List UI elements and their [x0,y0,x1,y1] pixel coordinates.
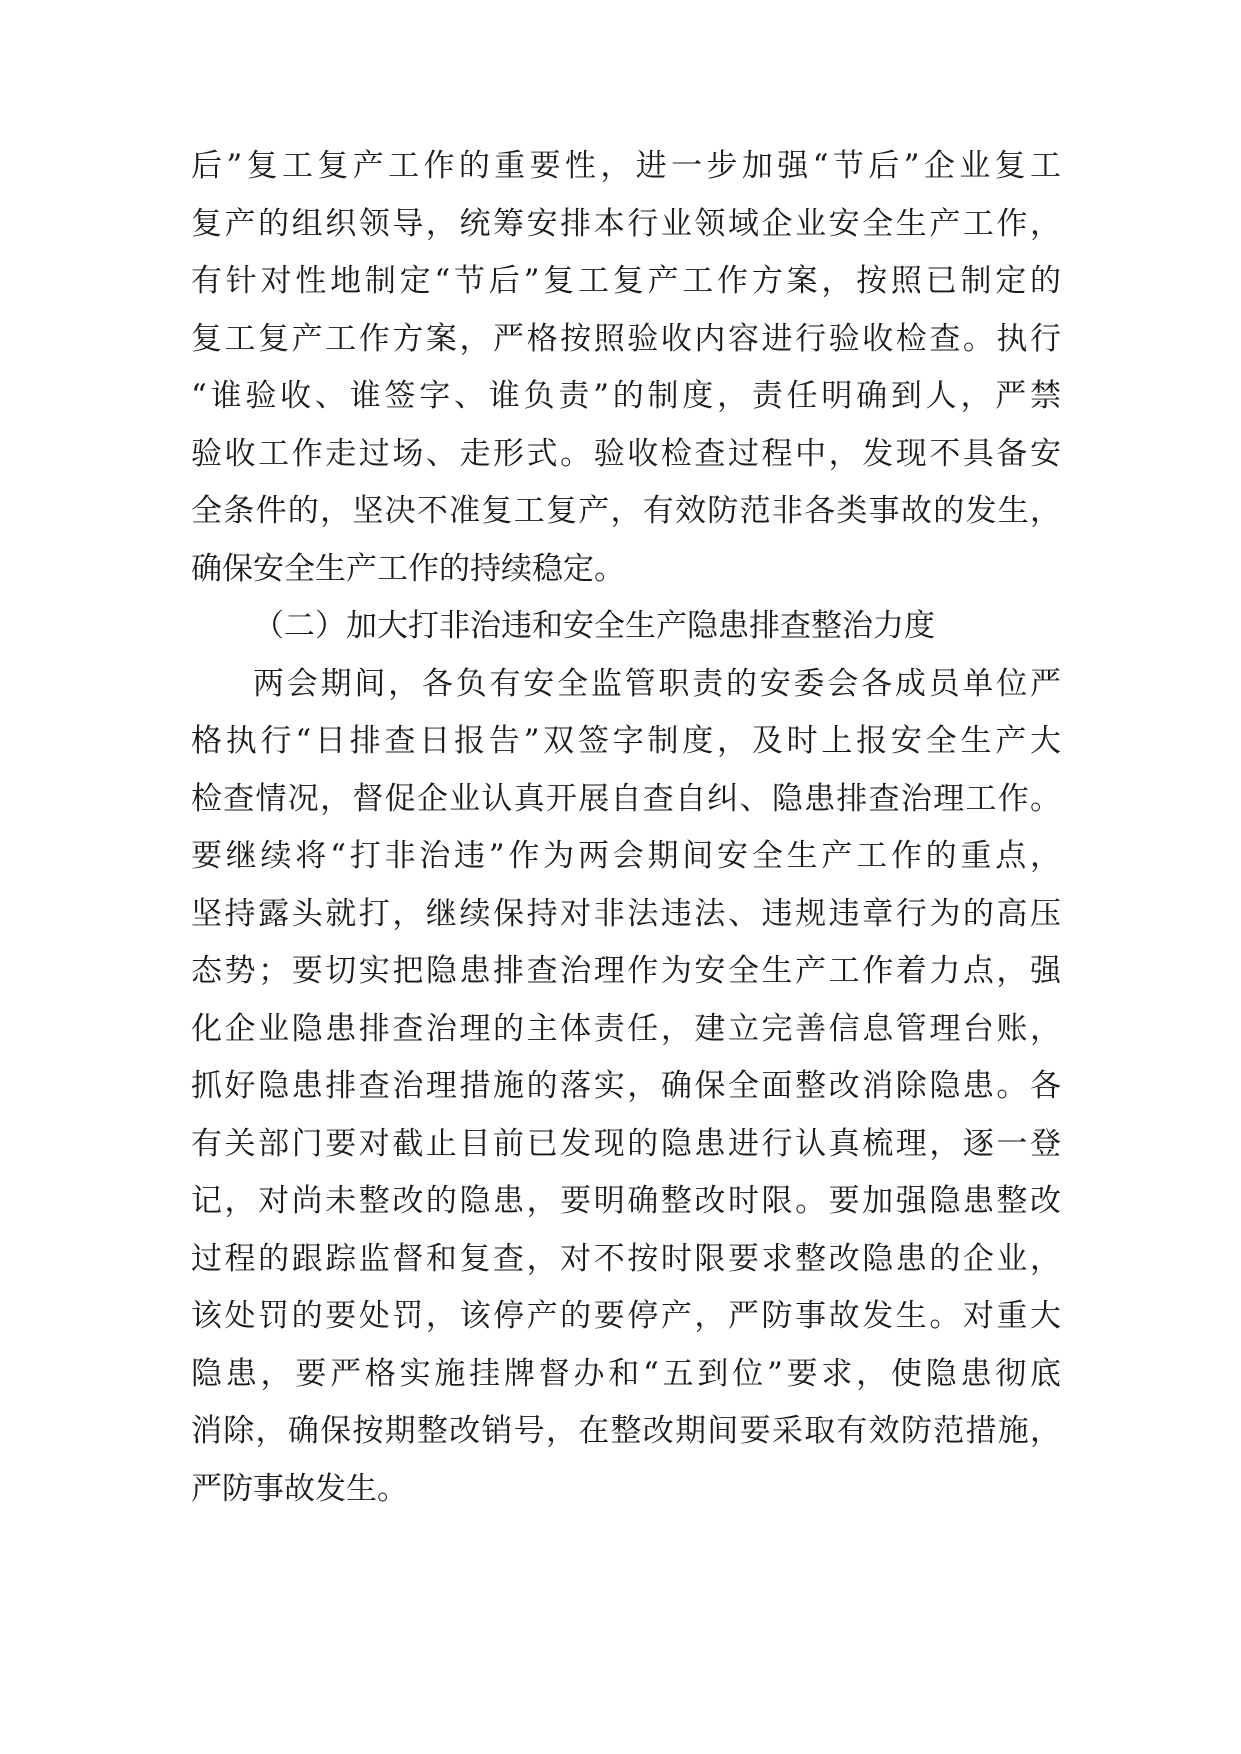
text-line: “谁验收、谁签字、谁负责”的制度，责任明确到人，严禁 [191,378,1061,414]
text-line: 隐患，要严格实施挂牌督办和“五到位”要求，使隐患彻底 [191,1355,1061,1392]
text-line: 过程的跟踪监督和复查，对不按时限要求整改隐患的企业， [191,1240,1061,1277]
text-line: 全条件的，坚决不准复工复产，有效防范非各类事故的发生， [191,493,1061,529]
body-text [191,138,1061,1518]
text-line: 要继续将“打非治违”作为两会期间安全生产工作的重点， [191,838,1061,874]
text-line: 消除，确保按期整改销号，在整改期间要采取有效防范措施， [191,1413,1061,1449]
text-line: 格执行“日排查日报告”双签字制度，及时上报安全生产大 [191,723,1061,759]
text-line: 化企业隐患排查治理的主体责任，建立完善信息管理台账， [191,1010,1061,1047]
paragraph-1 [191,138,1061,598]
text-line: 有针对性地制定“节后”复工复产工作方案，按照已制定的 [191,263,1061,299]
text-line: 检查情况，督促企业认真开展自查自纠、隐患排查治理工作。 [191,780,1061,817]
text-line: 该处罚的要处罚，该停产的要停产，严防事故发生。对重大 [191,1298,1061,1334]
paragraph-2 [191,656,1061,1519]
text-line: 确保安全生产工作的持续稳定。 [191,550,625,587]
text-line: 验收工作走过场、走形式。验收检查过程中，发现不具备安 [191,435,1061,472]
text-line: 复产的组织领导，统筹安排本行业领域企业安全生产工作， [191,205,1061,242]
text-line: 抓好隐患排查治理措施的落实，确保全面整改消除隐患。各 [191,1068,1061,1104]
text-line: 复工复产工作方案，严格按照验收内容进行验收检查。执行 [191,320,1061,357]
text-line: 坚持露头就打，继续保持对非法违法、违规违章行为的高压 [191,895,1061,932]
text-line: 有关部门要对截止目前已发现的隐患进行认真梳理，逐一登 [191,1125,1061,1162]
text-line: 记，对尚未整改的隐患，要明确整改时限。要加强隐患整改 [191,1183,1061,1219]
text-line: 后”复工复产工作的重要性，进一步加强“节后”企业复工 [191,148,1061,184]
text-line: 严防事故发生。 [191,1470,408,1507]
text-line: 两会期间，各负有安全监管职责的安委会各成员单位严 [253,665,1061,702]
section-heading: （二）加大打非治违和安全生产隐患排查整治力度 [253,608,935,644]
text-line: 态势；要切实把隐患排查治理作为安全生产工作着力点，强 [191,953,1061,989]
